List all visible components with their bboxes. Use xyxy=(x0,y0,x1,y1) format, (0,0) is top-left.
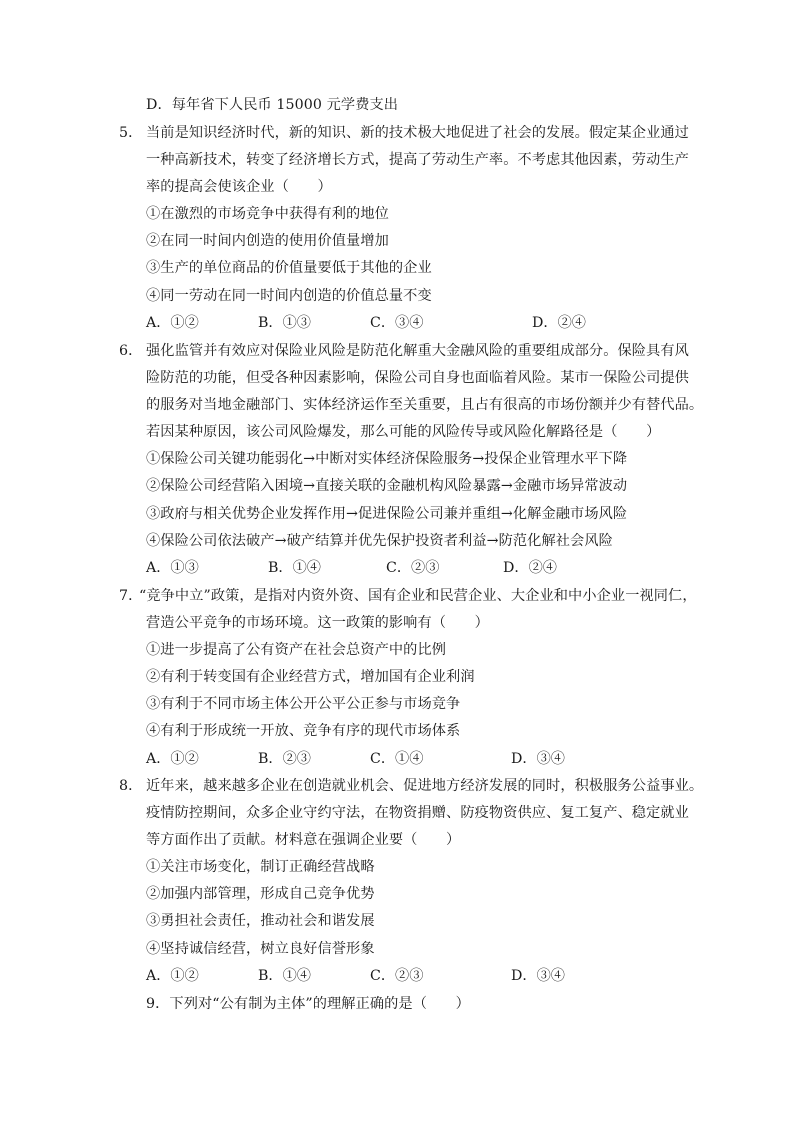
q6-stem-line: 若因某种原因，该公司风险爆发，那么可能的风险传导或风险化解路径是（ ） xyxy=(146,424,661,440)
q6-stem-line: 险防范的功能，但受各种因素影响，保险公司自身也面临着风险。某市一保险公司提供 xyxy=(146,370,689,386)
q6-statement-1: ①保险公司关键功能弱化→中断对实体经济保险服务→投保企业管理水平下降 xyxy=(146,451,628,467)
q8-statement-2: ②加强内部管理，形成自己竞争优势 xyxy=(146,886,375,902)
q8-statement-3: ③勇担社会责任，推动社会和谐发展 xyxy=(146,913,375,929)
q7-stem-line: “竞争中立”政策，是指对内资外资、国有企业和民营企业、大企业和中小企业一视同仁， xyxy=(139,588,697,604)
q7-number: 7． xyxy=(119,588,143,604)
q5-number: 5． xyxy=(119,125,143,141)
q8-stem-line: 等方面作出了贡献。材料意在强调企业要（ ） xyxy=(146,832,461,848)
q7-option-a[interactable]: A．①② xyxy=(146,751,199,767)
q4-option-d: D．每年省下人民币 15000 元学费支出 xyxy=(146,97,399,113)
q6-statement-4: ④保险公司依法破产→破产结算并优先保护投资者利益→防范化解社会风险 xyxy=(146,533,613,549)
q5-option-b[interactable]: B．①③ xyxy=(258,315,311,331)
q5-statement-1: ①在激烈的市场竞争中获得有利的地位 xyxy=(146,206,389,222)
q5-stem-line: 一种高新技术，转变了经济增长方式，提高了劳动生产率。不考虑其他因素，劳动生产 xyxy=(146,152,689,168)
q6-statement-3: ③政府与相关优势企业发挥作用→促进保险公司兼并重组→化解金融市场风险 xyxy=(146,506,628,522)
q8-number: 8． xyxy=(119,778,143,794)
q6-option-d[interactable]: D．②④ xyxy=(503,560,557,576)
q8-option-a[interactable]: A．①② xyxy=(146,968,199,984)
q6-option-c[interactable]: C．②③ xyxy=(386,560,440,576)
q8-option-b[interactable]: B．①④ xyxy=(258,968,311,984)
q8-stem-line: 近年来，越来越多企业在创造就业机会、促进地方经济发展的同时，积极服务公益事业。 xyxy=(146,778,704,794)
q6-option-a[interactable]: A．①③ xyxy=(146,560,199,576)
q7-stem-line: 营造公平竞争的市场环境。这一政策的影响有（ ） xyxy=(146,615,489,631)
q8-option-d[interactable]: D．③④ xyxy=(511,968,565,984)
q6-stem-line: 强化监管并有效应对保险业风险是防范化解重大金融风险的重要组成部分。保险具有风 xyxy=(146,343,689,359)
q7-statement-3: ③有利于不同市场主体公开公平公正参与市场竞争 xyxy=(146,696,461,712)
q8-statement-4: ④坚持诚信经营，树立良好信誉形象 xyxy=(146,941,375,957)
q7-statement-1: ①进一步提高了公有资产在社会总资产中的比例 xyxy=(146,642,447,658)
q6-statement-2: ②保险公司经营陷入困境→直接关联的金融机构风险暴露→金融市场异常波动 xyxy=(146,478,628,494)
question-9: 9．下列对“公有制为主体”的理解正确的是（ ） xyxy=(146,996,470,1012)
q7-option-b[interactable]: B．②③ xyxy=(258,751,311,767)
q6-option-b[interactable]: B．①④ xyxy=(268,560,321,576)
q5-stem-line: 率的提高会使该企业（ ） xyxy=(146,179,332,195)
q6-number: 6． xyxy=(119,343,143,359)
q7-option-d[interactable]: D．③④ xyxy=(511,751,565,767)
q7-statement-4: ④有利于形成统一开放、竞争有序的现代市场体系 xyxy=(146,723,461,739)
q6-stem-line: 的服务对当地金融部门、实体经济运作至关重要，且占有很高的市场份额并少有替代品。 xyxy=(146,397,704,413)
q5-stem-line: 当前是知识经济时代，新的知识、新的技术极大地促进了社会的发展。假定某企业通过 xyxy=(146,125,689,141)
q8-stem-line: 疫情防控期间，众多企业守约守法，在物资捐赠、防疫物资供应、复工复产、稳定就业 xyxy=(146,805,689,821)
q5-option-c[interactable]: C．③④ xyxy=(370,315,424,331)
q7-statement-2: ②有利于转变国有企业经营方式，增加国有企业利润 xyxy=(146,669,475,685)
q5-option-d[interactable]: D．②④ xyxy=(532,315,586,331)
q8-statement-1: ①关注市场变化，制订正确经营战略 xyxy=(146,859,375,875)
q7-option-c[interactable]: C．①④ xyxy=(370,751,424,767)
q5-statement-4: ④同一劳动在同一时间内创造的价值总量不变 xyxy=(146,288,432,304)
q8-option-c[interactable]: C．②③ xyxy=(370,968,424,984)
q5-statement-3: ③生产的单位商品的价值量要低于其他的企业 xyxy=(146,260,432,276)
q5-option-a[interactable]: A．①② xyxy=(146,315,199,331)
q5-statement-2: ②在同一时间内创造的使用价值量增加 xyxy=(146,233,389,249)
